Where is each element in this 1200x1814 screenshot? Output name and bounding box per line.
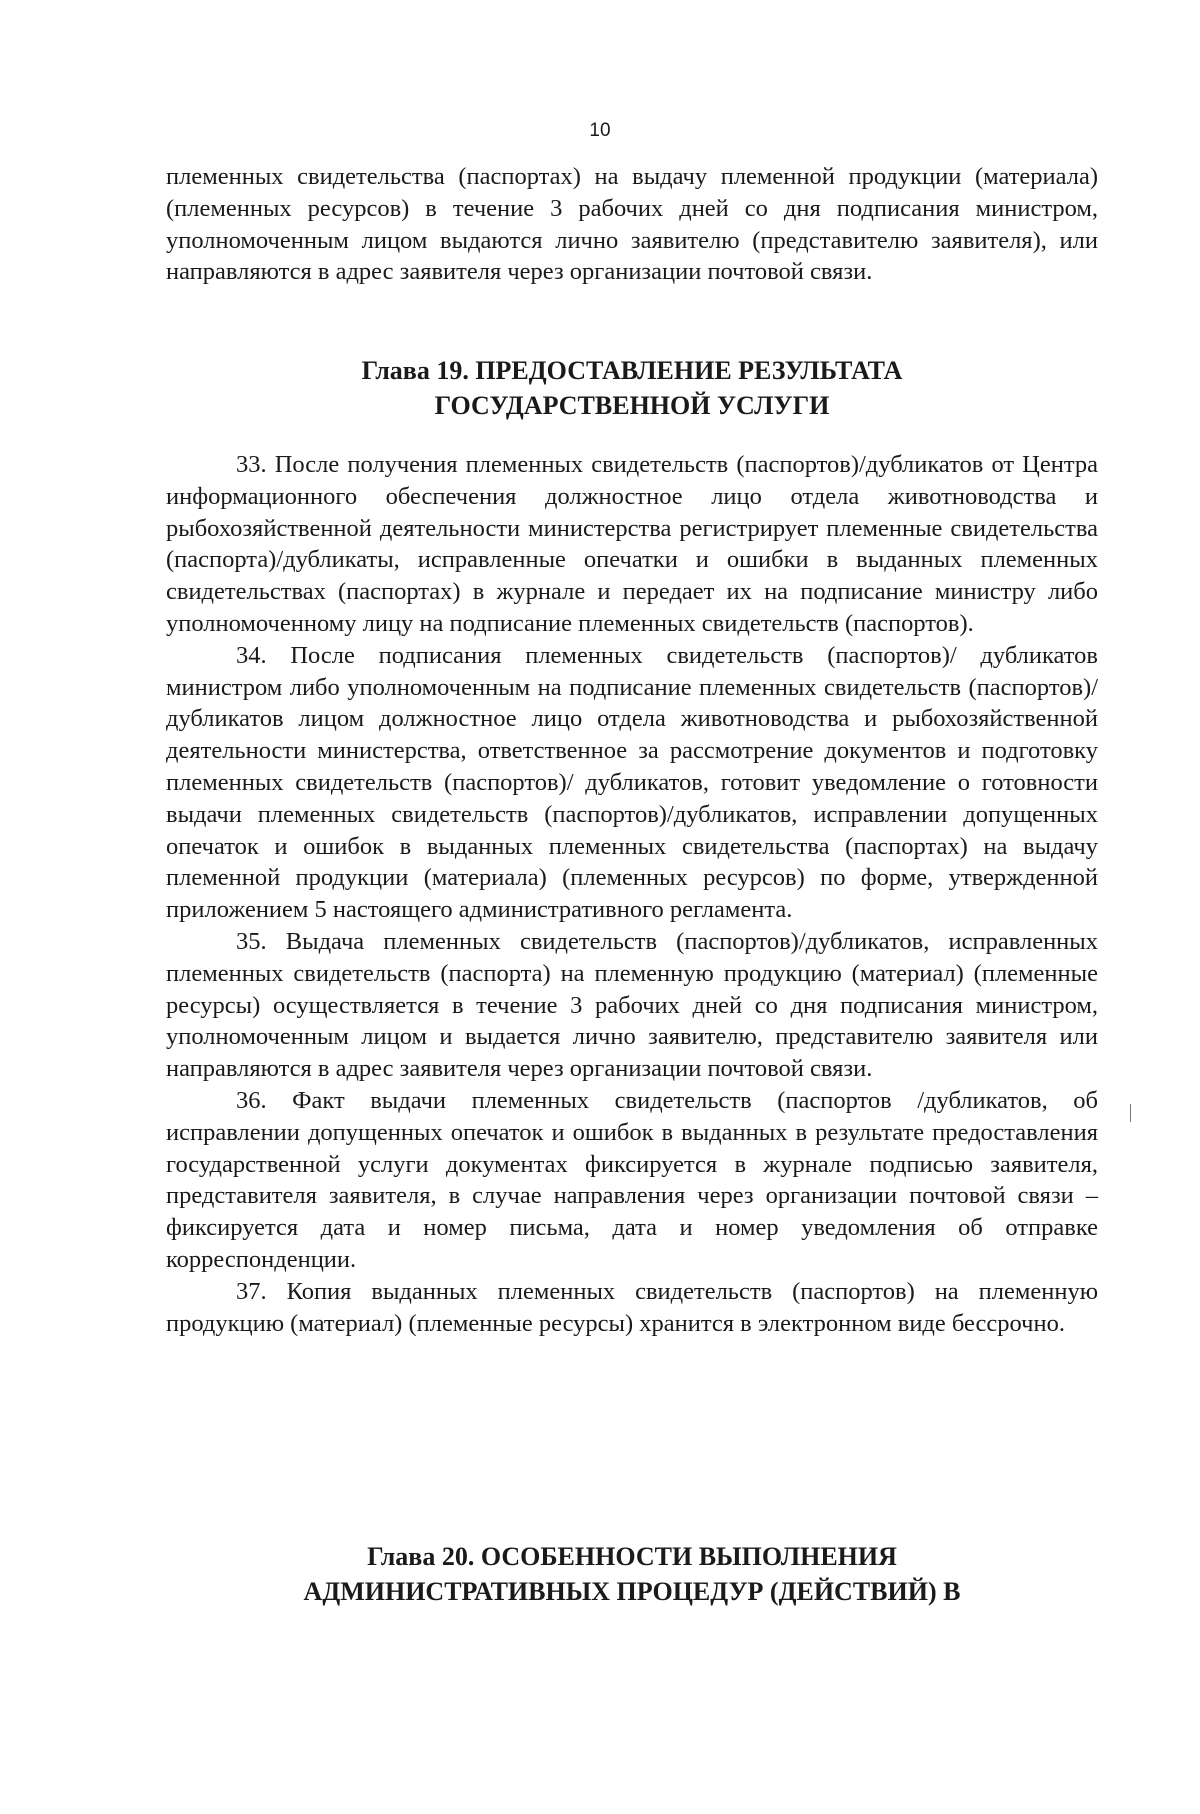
page-number: 10	[589, 120, 611, 141]
chapter-20-heading-line-1: Глава 20. ОСОБЕННОСТИ ВЫПОЛНЕНИЯ	[367, 1542, 897, 1571]
margin-mark	[1130, 1104, 1131, 1122]
chapter-20-heading-line-2: АДМИНИСТРАТИВНЫХ ПРОЦЕДУР (ДЕЙСТВИЙ) В	[303, 1577, 961, 1606]
paragraph-35: 35. Выдача племенных свидетельств (паспортов)/дубликатов, исправленных племенных свидетельств (паспорта) на племенную продукцию (материал) (племенные ресурсы) осуществляется в течение 3 рабочих дней со дня подписания министром, уполномоченным лицом и выдается лично заявителю, представителю заявителя или направляются в адрес заявителя через организации почтовой связи.	[166, 927, 1098, 1083]
chapter-20-heading	[166, 1539, 1098, 1609]
chapter-19-heading-line-1: Глава 19. ПРЕДОСТАВЛЕНИЕ РЕЗУЛЬТАТА	[361, 356, 903, 385]
chapter-19-heading-line-2: ГОСУДАРСТВЕННОЙ УСЛУГИ	[434, 391, 830, 420]
paragraph-continuation: племенных свидетельства (паспортах) на выдачу племенной продукции (материала) (племенных ресурсов) в течение 3 рабочих дней со дня подписания министром, уполномоченным лицом выдаются лично заявителю (представителю заявителя), или направляются в адрес заявителя через организации почтовой связи.	[166, 163, 1098, 286]
text-block-continuation	[166, 161, 1098, 288]
paragraph-37: 37. Копия выданных племенных свидетельств (паспортов) на племенную продукцию (материал) (племенные ресурсы) хранится в электронном виде бессрочно.	[166, 1277, 1098, 1337]
paragraph-33: 33. После получения племенных свидетельств (паспортов)/дубликатов от Центра информационного обеспечения должностное лицо отдела животноводства и рыбохозяйственной деятельности министерства регистрирует племенные свидетельства (паспорта)/дубликаты, исправленные опечатки и ошибки в выданных племенных свидетельствах (паспортах) в журнале и передает их на подписание министру либо уполномоченному лицу на подписание племенных свидетельств (паспортов).	[166, 451, 1098, 637]
paragraph-34: 34. После подписания племенных свидетельств (паспортов)/ дубликатов министром либо уполномоченным на подписание племенных свидетельств (паспортов)/ дубликатов лицом должностное лицо отдела животноводства и рыбохозяйственной деятельности министерства, ответственное за рассмотрение документов и подготовку племенных свидетельств (паспортов)/ дубликатов, готовит уведомление о готовности выдачи племенных свидетельств (паспортов)/дубликатов, исправлении допущенных опечаток и ошибок в выданных племенных свидетельства (паспортах) на выдачу племенной продукции (материала) (племенных ресурсов) по форме, утвержденной приложением 5 настоящего административного регламента.	[166, 641, 1098, 924]
text-block-chapter-19	[166, 449, 1098, 1339]
paragraph-36: 36. Факт выдачи племенных свидетельств (паспортов /дубликатов, об исправлении допущенных опечаток и ошибок в выданных в результате предоставления государственной услуги документах фиксируется в журнале подписью заявителя, представителя заявителя, в случае направления через организации почтовой связи – фиксируется дата и номер письма, дата и номер уведомления об отправке корреспонденции.	[166, 1086, 1098, 1273]
chapter-19-heading	[166, 353, 1098, 423]
